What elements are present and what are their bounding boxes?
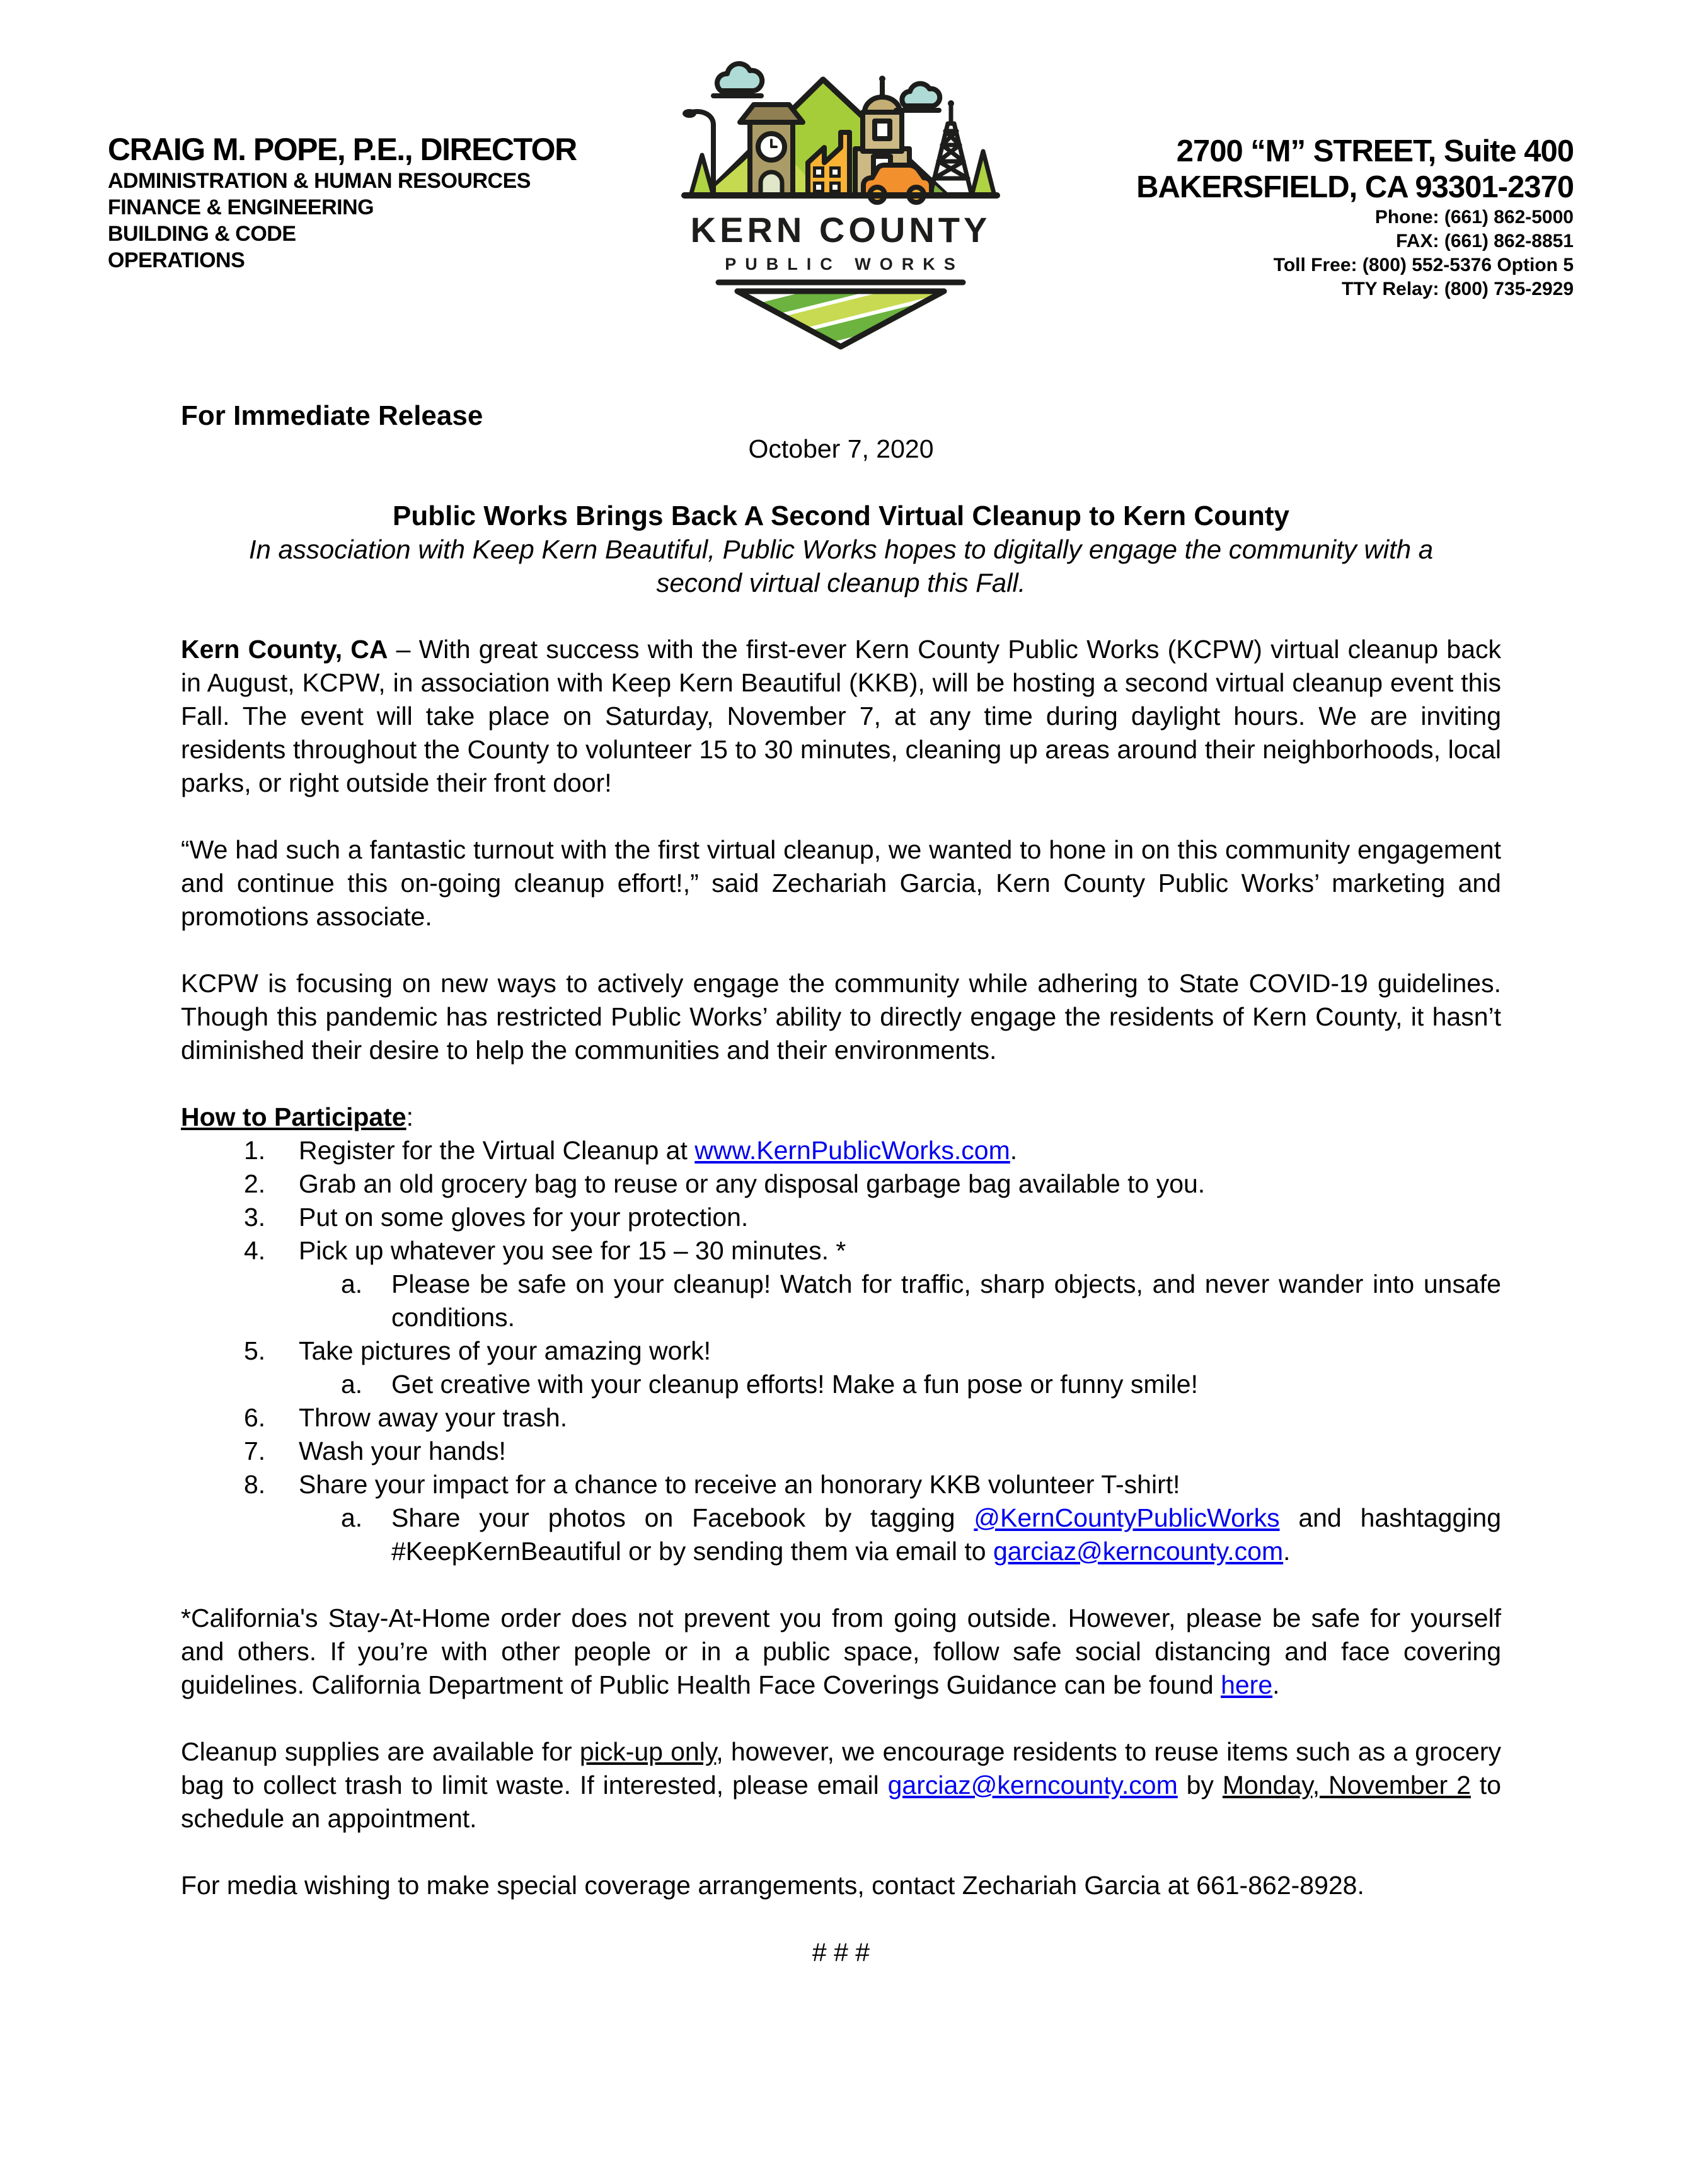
logo-title: KERN COUNTY	[690, 210, 991, 250]
list-item: 3. Put on some gloves for your protection.	[244, 1203, 749, 1232]
list-item: 8. Share your impact for a chance to receive an honorary KKB volunteer T-shirt!	[244, 1470, 1180, 1499]
list-item: 2. Grab an old grocery bag to reuse or any disposal garbage bag available to you.	[244, 1169, 1206, 1198]
dept-line: ADMINISTRATION & HUMAN RESOURCES	[108, 169, 531, 193]
end-mark: # # #	[812, 1938, 870, 1967]
dept-line: BUILDING & CODE	[108, 222, 296, 246]
tollfree-line: Toll Free: (800) 552-5376 Option 5	[1273, 255, 1574, 275]
paragraph-intro: Kern County, CA – With great success with the first-ever Kern County Public Works (KCPW) virtual cleanup back in August, KCPW, in association with Keep Kern Beautiful (KKB), will be hosting a second virtual cleanup event this Fall. The event will take place on Saturday, November 7, at any time during daylight hours. We are inviting residents throughout the County to volunteer 15 to 30 minutes, cleaning up areas around their neighborhoods, local parks, or right outside their front door!	[181, 635, 1501, 797]
list-subitem: a. Please be safe on your cleanup! Watch for traffic, sharp objects, and never wander into unsafe conditions.	[341, 1269, 1501, 1332]
release-date: October 7, 2020	[748, 434, 934, 463]
list-subitem: a. Share your photos on Facebook by tagging @KernCountyPublicWorks and hashtagging #KeepKernBeautiful or by sending them via email to garciaz@kerncounty.com.	[341, 1503, 1502, 1566]
kern-county-cityscape-icon	[677, 49, 1005, 352]
city-address: BAKERSFIELD, CA 93301-2370	[1136, 170, 1574, 204]
how-to-participate-heading: How to Participate:	[181, 1102, 414, 1131]
face-coverings-guidance-link[interactable]: here	[1221, 1670, 1273, 1699]
paragraph-stay-at-home: *California's Stay-At-Home order does not prevent you from going outside. However, please be safe for yourself and others. If you’re with other people or in a public space, follow safe social distancing and face covering guidelines. California Department of Public Health Face Coverings Guidance can be found here.	[181, 1603, 1501, 1699]
oil-derrick-icon	[930, 106, 972, 195]
headline: Public Works Brings Back A Second Virtual Cleanup to Kern County	[393, 500, 1289, 531]
list-item: 7. Wash your hands!	[244, 1436, 506, 1465]
release-label: For Immediate Release	[181, 400, 483, 431]
street-address: 2700 “M” STREET, Suite 400	[1176, 134, 1574, 168]
director-name: CRAIG M. POPE, P.E., DIRECTOR	[108, 132, 577, 167]
paragraph-supplies: Cleanup supplies are available for pick-up only, however, we encourage residents to reuse items such as a grocery bag to collect trash to limit waste. If interested, please email garciaz@kerncounty.com by Monday, November 2 to schedule an appointment.	[181, 1737, 1502, 1833]
address-block	[1136, 134, 1574, 301]
garcia-email-link[interactable]: garciaz@kerncounty.com	[993, 1537, 1284, 1566]
logo-subtitle: PUBLIC WORKS	[725, 255, 964, 274]
release-body	[0, 366, 1682, 1969]
director-block	[108, 131, 577, 274]
garcia-email-link[interactable]: garciaz@kerncounty.com	[887, 1771, 1178, 1800]
subheadline: In association with Keep Kern Beautiful, Public Works hopes to digitally engage the community with a second virtual cleanup this Fall.	[248, 534, 1434, 598]
derrick-ball-icon	[948, 100, 954, 107]
participation-steps	[181, 1134, 1501, 1568]
dateline: Kern County, CA	[181, 635, 388, 664]
pick-up-only-underline: pick-up only	[579, 1737, 717, 1766]
paragraph-covid: KCPW is focusing on new ways to actively engage the community while adhering to State COVID-19 guidelines. Though this pandemic has restricted Public Works’ ability to directly engage the residents of Kern County, it hasn’t diminished their desire to help the communities and their environments.	[181, 969, 1501, 1065]
list-item: 1. Register for the Virtual Cleanup at www.KernPublicWorks.com.	[244, 1136, 1018, 1165]
phone-line: Phone: (661) 862-5000	[1374, 207, 1574, 228]
list-item: 5. Take pictures of your amazing work!	[244, 1336, 711, 1365]
tty-line: TTY Relay: (800) 735-2929	[1342, 279, 1574, 299]
letterhead	[0, 0, 1682, 366]
paragraph-media-contact: For media wishing to make special coverage arrangements, contact Zechariah Garcia at 661-862-8928.	[181, 1871, 1364, 1900]
clock-tower-icon	[740, 105, 803, 195]
list-subitem: a. Get creative with your cleanup efforts! Make a fun pose or funny smile!	[341, 1370, 1198, 1399]
paragraph-quote: “We had such a fantastic turnout with the first virtual cleanup, we wanted to hone in on this community engagement and continue this on-going cleanup effort!,” said Zechariah Garcia, Kern County Public Works’ marketing and promotions associate.	[181, 835, 1501, 931]
dept-line: FINANCE & ENGINEERING	[108, 195, 374, 219]
facebook-tag-link[interactable]: @KernCountyPublicWorks	[974, 1503, 1280, 1532]
fax-line: FAX: (661) 862-8851	[1396, 231, 1574, 251]
list-item: 4. Pick up whatever you see for 15 – 30 minutes. *	[244, 1236, 846, 1265]
list-item: 6. Throw away your trash.	[244, 1403, 568, 1432]
deadline-underline: Monday, November 2	[1222, 1771, 1471, 1800]
kernpublicworks-link[interactable]: www.KernPublicWorks.com	[694, 1136, 1010, 1165]
kern-county-logo	[677, 49, 1005, 352]
dept-line: OPERATIONS	[108, 248, 245, 272]
